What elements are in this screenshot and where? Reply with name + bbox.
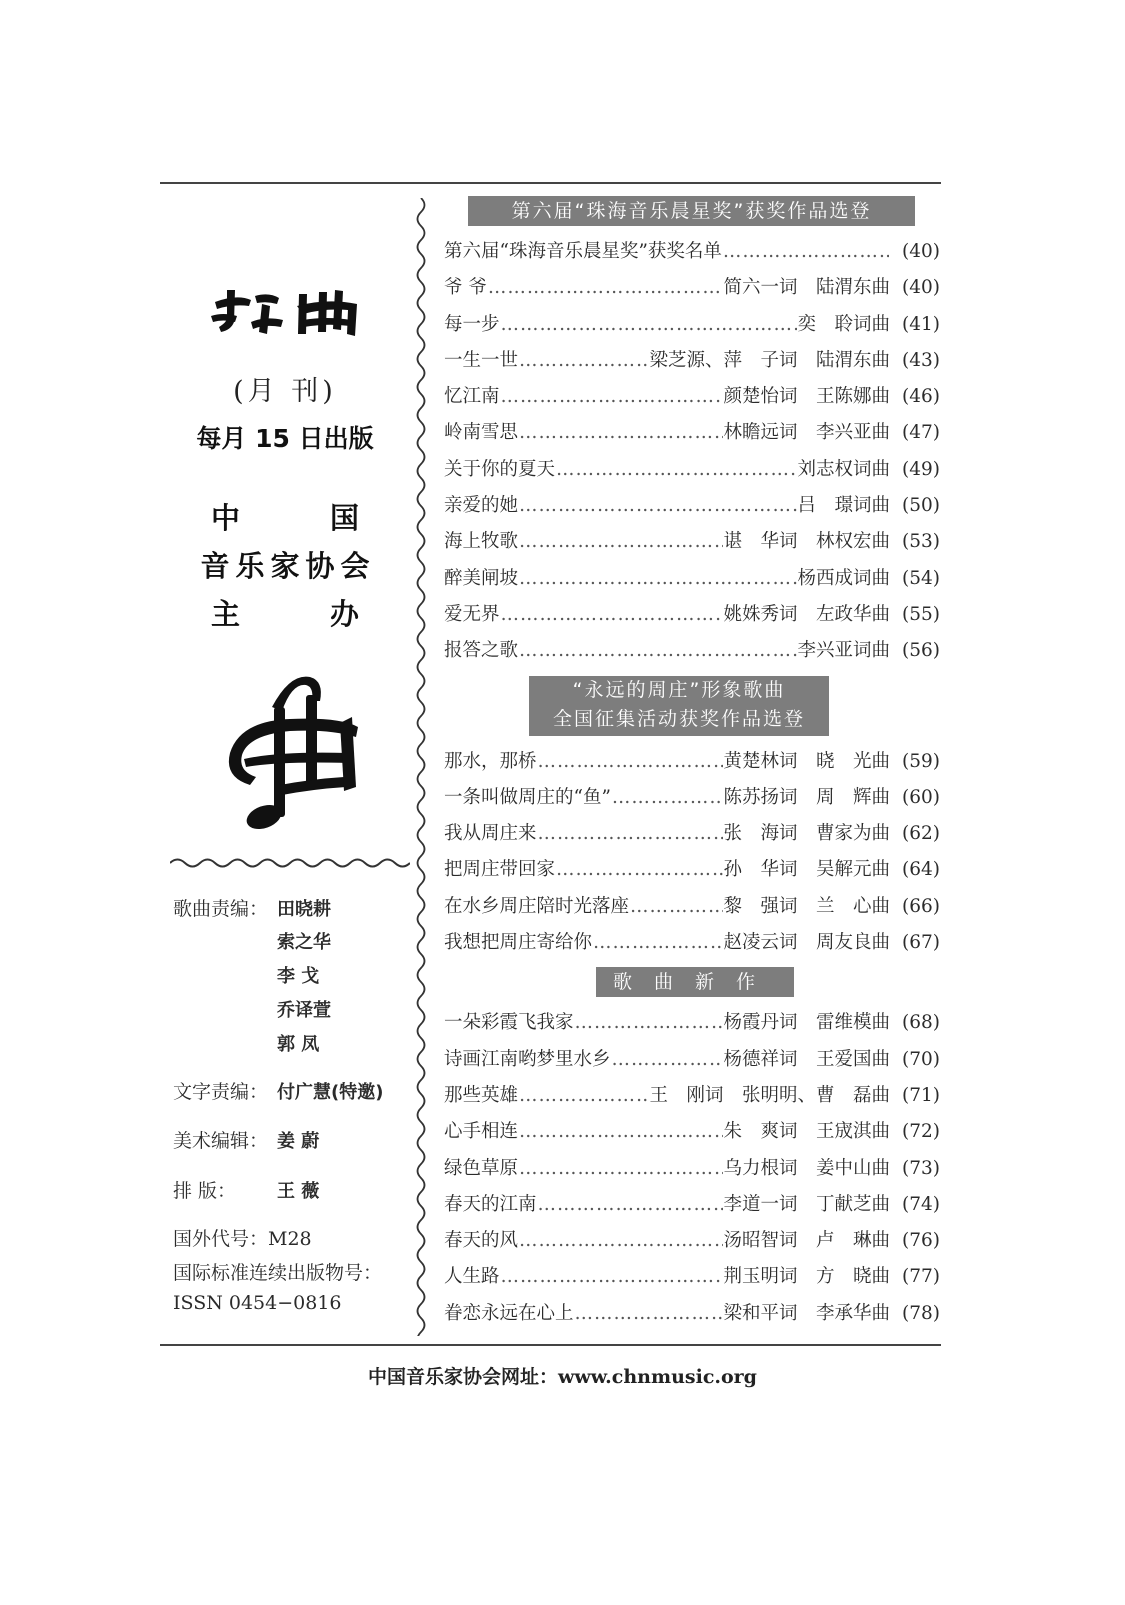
toc-entry-page: (72) xyxy=(902,1121,940,1143)
toc-leader-dots xyxy=(519,524,722,560)
toc-entry-credit: 荆玉明词 方 晓曲 xyxy=(723,1266,891,1288)
toc-entry xyxy=(444,597,940,633)
toc-entry xyxy=(444,816,940,852)
song-editors-label: 歌曲责编： xyxy=(173,898,269,920)
section-2-entries xyxy=(444,744,940,962)
toc-entry-title: 诗画江南哟梦里水乡 xyxy=(444,1048,611,1070)
toc-entry-page: (77) xyxy=(902,1266,940,1288)
table-of-contents xyxy=(444,196,940,1332)
toc-entry-title: 一朵彩霞飞我家 xyxy=(444,1012,574,1034)
toc-entry xyxy=(444,415,940,451)
toc-entry-credit: 姚姝秀词 左政华曲 xyxy=(723,603,891,625)
toc-entry-credit: 颜楚怡词 王陈娜曲 xyxy=(723,386,891,408)
section-banner-3: 歌曲新作 xyxy=(596,967,794,997)
calligraphy-title-logo xyxy=(207,282,367,342)
toc-entry xyxy=(444,1223,940,1259)
toc-entry-title: 爱无界 xyxy=(444,603,500,625)
toc-entry-credit: 吕 璟词曲 xyxy=(797,495,891,517)
toc-entry-credit: 梁和平词 李承华曲 xyxy=(723,1302,891,1324)
toc-leader-dots xyxy=(575,1296,723,1332)
toc-entry-title: 绿色草原 xyxy=(444,1157,519,1179)
toc-leader-dots xyxy=(538,816,723,852)
toc-entry-title: 忆江南 xyxy=(444,386,500,408)
toc-entry-credit: 林瞻远词 李兴亚曲 xyxy=(723,422,891,444)
toc-entry-title: 岭南雪思 xyxy=(444,422,519,444)
organizer-block xyxy=(160,494,410,638)
toc-entry-credit: 李道一词 丁献芝曲 xyxy=(723,1193,891,1215)
toc-entry-page: (43) xyxy=(902,349,940,371)
toc-entry-credit: 陈苏扬词 周 辉曲 xyxy=(723,786,891,808)
toc-leader-dots xyxy=(501,597,723,633)
toc-entry xyxy=(444,1296,940,1332)
section-banner-2 xyxy=(529,676,829,736)
toc-entry-credit: 谌 华词 林权宏曲 xyxy=(723,531,891,553)
foreign-code: 国外代号：M28 xyxy=(173,1228,312,1250)
toc-entry-page: (40) xyxy=(902,277,940,299)
toc-leader-dots xyxy=(556,452,796,488)
toc-leader-dots xyxy=(519,1078,648,1114)
toc-entry-page: (55) xyxy=(902,603,940,625)
toc-entry-page: (73) xyxy=(902,1157,940,1179)
toc-entry-page: (47) xyxy=(902,422,940,444)
section-banner-2-line-2: 全国征集活动获奖作品选登 xyxy=(552,707,805,730)
layout-editor-row xyxy=(173,1176,319,1203)
toc-leader-dots xyxy=(519,633,796,669)
toc-entry-page: (46) xyxy=(902,386,940,408)
toc-leader-dots xyxy=(575,1005,723,1041)
layout-label: 排 版： xyxy=(173,1180,237,1202)
toc-entry-page: (60) xyxy=(902,786,940,808)
toc-entry-title: 一生一世 xyxy=(444,349,519,371)
toc-entry xyxy=(444,1259,940,1295)
toc-entry-credit: 奕 聆词曲 xyxy=(797,313,891,335)
section-banner-2-line-1: “永远的周庄”形象歌曲 xyxy=(572,678,786,701)
toc-leader-dots xyxy=(488,270,723,306)
section-banner-1: 第六届“珠海音乐晨星奖”获奖作品选登 xyxy=(468,196,915,226)
toc-entry xyxy=(444,744,940,780)
toc-leader-dots xyxy=(612,780,723,816)
issn-label: 国际标准连续出版物号： xyxy=(173,1262,383,1284)
toc-entry-title: 醉美闸坡 xyxy=(444,567,519,589)
toc-entry-title: 那水，那桥 xyxy=(444,750,537,772)
toc-entry-title: 一条叫做周庄的“鱼” xyxy=(444,786,611,808)
toc-leader-dots xyxy=(501,1259,723,1295)
art-editor-label: 美术编辑： xyxy=(173,1130,269,1152)
text-editor-label: 文字责编： xyxy=(173,1081,269,1103)
toc-entry-title: 我想把周庄寄给你 xyxy=(444,932,593,954)
toc-entry xyxy=(444,925,940,961)
toc-leader-dots xyxy=(519,488,796,524)
song-editor-2: 索之华 xyxy=(277,932,331,953)
toc-entry-credit: 李兴亚词曲 xyxy=(797,640,891,662)
toc-entry xyxy=(444,343,940,379)
toc-leader-dots xyxy=(519,415,722,451)
toc-entry-credit: 黄楚林词 晓 光曲 xyxy=(723,750,891,772)
toc-entry-credit: 杨德祥词 王爱国曲 xyxy=(723,1048,891,1070)
toc-entry xyxy=(444,270,940,306)
toc-entry-title: 眷恋永远在心上 xyxy=(444,1302,574,1324)
toc-entry-page: (68) xyxy=(902,1012,940,1034)
toc-entry-page: (50) xyxy=(902,495,940,517)
organizer-line-3: 主 办 xyxy=(210,597,400,631)
toc-entry-title: 每一步 xyxy=(444,313,500,335)
toc-entry xyxy=(444,234,940,270)
toc-leader-dots xyxy=(519,1114,722,1150)
toc-entry-title: 人生路 xyxy=(444,1266,500,1288)
toc-entry xyxy=(444,852,940,888)
toc-entry-title: 那些英雄 xyxy=(444,1084,519,1106)
toc-leader-dots xyxy=(593,925,722,961)
toc-entry-page: (54) xyxy=(902,567,940,589)
toc-entry xyxy=(444,524,940,560)
issn-number: ISSN 0454−0816 xyxy=(173,1292,342,1314)
toc-entry-title: 春天的江南 xyxy=(444,1193,537,1215)
toc-entry-page: (78) xyxy=(902,1302,940,1324)
toc-entry-title: 海上牧歌 xyxy=(444,531,519,553)
toc-entry-title: 把周庄带回家 xyxy=(444,859,556,881)
toc-entry xyxy=(444,1114,940,1150)
toc-leader-dots xyxy=(556,852,722,888)
song-editor-3: 李 戈 xyxy=(277,966,320,987)
toc-entry-title: 关于你的夏天 xyxy=(444,458,556,480)
vertical-wave-divider xyxy=(413,198,429,1336)
toc-entry-credit: 乌力根词 姜中山曲 xyxy=(723,1157,891,1179)
toc-entry xyxy=(444,561,940,597)
toc-leader-dots xyxy=(519,1223,722,1259)
toc-leader-dots xyxy=(538,1187,723,1223)
toc-leader-dots xyxy=(519,1151,722,1187)
toc-entry-page: (74) xyxy=(902,1193,940,1215)
toc-entry-page: (49) xyxy=(902,458,940,480)
toc-entry xyxy=(444,889,940,925)
website-footer: 中国音乐家协会网址：www.chnmusic.org xyxy=(368,1366,757,1388)
toc-entry-credit: 孙 华词 吴解元曲 xyxy=(723,859,891,881)
masthead-column xyxy=(160,184,410,1344)
toc-entry-title: 春天的风 xyxy=(444,1230,519,1252)
toc-entry xyxy=(444,780,940,816)
music-note-logo-icon xyxy=(220,667,370,832)
publish-schedule: 每月 15 日出版 xyxy=(196,424,374,453)
toc-entry-page: (53) xyxy=(902,531,940,553)
toc-entry-credit: 刘志权词曲 xyxy=(797,458,891,480)
toc-entry-credit: 简六一词 陆渭东曲 xyxy=(723,277,891,299)
toc-entry-credit: 汤昭智词 卢 琳曲 xyxy=(723,1230,891,1252)
text-editor-row xyxy=(173,1077,383,1104)
toc-entry-page: (56) xyxy=(902,640,940,662)
song-editor-5: 郭 凤 xyxy=(277,1034,320,1055)
toc-entry xyxy=(444,379,940,415)
art-editor-name: 姜 蔚 xyxy=(277,1131,320,1152)
toc-entry-credit: 赵凌云词 周友良曲 xyxy=(723,932,891,954)
toc-entry-page: (62) xyxy=(902,823,940,845)
toc-entry xyxy=(444,1078,940,1114)
toc-entry-title: 我从周庄来 xyxy=(444,823,537,845)
layout-name: 王 薇 xyxy=(277,1181,320,1202)
toc-leader-dots xyxy=(538,744,723,780)
toc-leader-dots xyxy=(723,234,889,270)
toc-entry xyxy=(444,1187,940,1223)
toc-entry-page: (59) xyxy=(902,750,940,772)
toc-entry-title: 在水乡周庄陪时光落座 xyxy=(444,895,630,917)
toc-entry-page: (71) xyxy=(902,1084,940,1106)
toc-leader-dots xyxy=(519,343,648,379)
toc-leader-dots xyxy=(501,307,797,343)
organizer-line-2: 音乐家协会 xyxy=(200,549,376,583)
toc-entry-title: 第六届“珠海音乐晨星奖”获奖名单 xyxy=(444,241,722,262)
toc-entry-credit: 杨霞丹词 雷维模曲 xyxy=(723,1012,891,1034)
toc-entry-title: 心手相连 xyxy=(444,1121,519,1143)
bottom-rule xyxy=(160,1344,941,1346)
toc-leader-dots xyxy=(630,889,722,925)
toc-entry-credit: 朱 爽词 王宬淇曲 xyxy=(723,1121,891,1143)
toc-entry-credit: 杨西成词曲 xyxy=(797,567,891,589)
song-editors-row xyxy=(173,894,331,921)
toc-entry-page: (66) xyxy=(902,895,940,917)
art-editor-row xyxy=(173,1126,319,1153)
toc-entry xyxy=(444,1151,940,1187)
frequency-label: (月 刊) xyxy=(233,376,337,407)
toc-leader-dots xyxy=(519,561,796,597)
toc-entry-credit: 王 刚词 张明明、曹 磊曲 xyxy=(649,1084,891,1106)
toc-entry xyxy=(444,307,940,343)
toc-entry-credit: 张 海词 曹家为曲 xyxy=(723,823,891,845)
toc-entry-page: (40) xyxy=(902,241,940,262)
toc-entry xyxy=(444,488,940,524)
organizer-line-1: 中 国 xyxy=(210,501,400,535)
toc-leader-dots xyxy=(501,379,723,415)
song-editor-4: 乔译萱 xyxy=(277,1000,331,1021)
section-3-entries xyxy=(444,1005,940,1332)
toc-entry xyxy=(444,1042,940,1078)
toc-entry-page: (67) xyxy=(902,932,940,954)
text-editor-name: 付广慧(特邀) xyxy=(277,1082,384,1103)
toc-entry-page: (64) xyxy=(902,859,940,881)
wave-divider xyxy=(170,856,410,870)
toc-entry-page: (41) xyxy=(902,313,940,335)
toc-entry-credit: 梁芝源、萍 子词 陆渭东曲 xyxy=(649,349,891,371)
toc-leader-dots xyxy=(612,1042,723,1078)
toc-entry xyxy=(444,1005,940,1041)
toc-entry-page: (70) xyxy=(902,1048,940,1070)
toc-entry-title: 爷 爷 xyxy=(444,277,487,299)
toc-entry-title: 报答之歌 xyxy=(444,640,519,662)
section-1-entries xyxy=(444,234,940,670)
toc-entry-credit: 黎 强词 兰 心曲 xyxy=(723,895,891,917)
toc-entry-page: (76) xyxy=(902,1230,940,1252)
toc-entry xyxy=(444,452,940,488)
toc-entry-title: 亲爱的她 xyxy=(444,495,519,517)
toc-entry xyxy=(444,633,940,669)
song-editor-1: 田晓耕 xyxy=(277,899,331,920)
